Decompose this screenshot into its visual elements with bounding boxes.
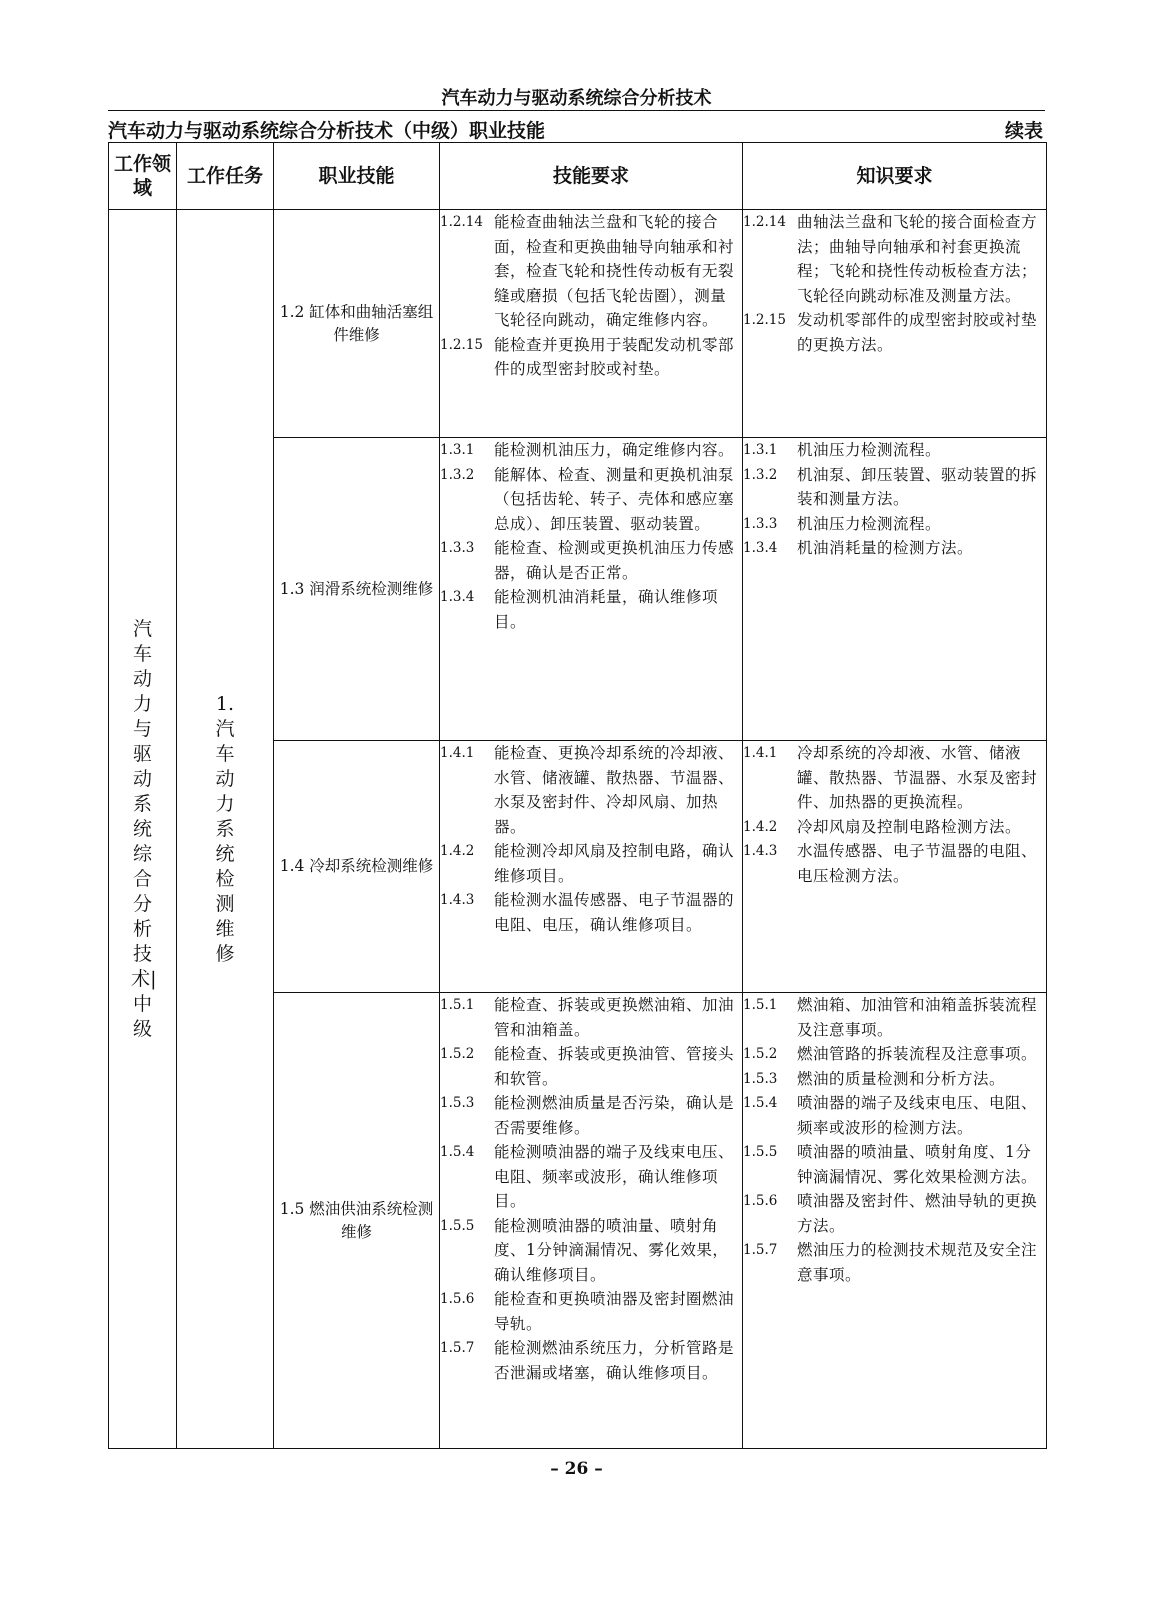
list-item [743,1140,1046,1189]
item-number: 1.5.7 [743,1242,778,1258]
list-item [440,1214,742,1288]
item-text: 燃油管路的拆装流程及注意事项。 [797,1045,1038,1063]
list-item [743,741,1046,815]
list-item [440,536,742,585]
item-number: 1.5.7 [440,1340,475,1356]
list-item [440,839,742,888]
item-number: 1.5.3 [743,1070,778,1087]
item-text: 能检查曲轴法兰盘和飞轮的接合面，检查和更换曲轴导向轴承和衬套，检查飞轮和挠性传动板有无裂缝或磨损（包括飞轮齿圈），测量飞轮径向跳动，确定维修内容。 [494,213,735,329]
list-item [440,1336,742,1385]
item-text: 冷却系统的冷却液、水管、储液罐、散热器、节温器、水泵及密封件、加热器的更换流程。 [797,744,1038,811]
list-item [743,210,1046,308]
list-item [440,463,742,537]
item-text: 能检查并更换用于装配发动机零部件的成型密封胶或衬垫。 [494,335,735,378]
continued-label: 续表 [1004,120,1043,142]
list-item [440,741,742,839]
list-item [743,1091,1046,1140]
item-text: 曲轴法兰盘和飞轮的接合面检查方法；曲轴导向轴承和衬套更换流程；飞轮和挠性传动板检查方法；飞轮径向跳动标准及测量方法。 [797,213,1038,305]
item-text: 能解体、检查、测量和更换机油泵（包括齿轮、转子、壳体和感应塞总成）、卸压装置、驱动装置。 [494,465,735,533]
item-number: 1.2.15 [440,336,483,353]
item-number: 1.4.2 [743,818,778,835]
item-text: 能检查、拆装或更换燃油箱、加油管和油箱盖。 [494,996,735,1039]
list-item [440,1091,742,1140]
list-item [440,993,742,1042]
table-body [109,210,1047,1449]
list-item [440,438,742,463]
item-number: 1.5.1 [743,997,778,1013]
list-item [440,1287,742,1336]
list-item [743,1042,1046,1067]
item-number: 1.2.14 [743,214,786,230]
header-skill: 职业技能 [274,143,440,210]
list-item [743,1189,1046,1238]
skills-table [108,142,1047,1449]
list-item [743,536,1046,561]
skill-cell: 1.3 润滑系统检测维修 [274,438,440,741]
list-item [743,463,1046,512]
item-number: 1.4.1 [440,745,475,761]
item-text: 冷却风扇及控制电路检测方法。 [797,817,1022,836]
list-item [440,210,742,333]
list-item [440,333,742,382]
skill-requirement-cell [440,993,743,1449]
item-text: 发动机零部件的成型密封胶或衬垫的更换方法。 [797,311,1038,354]
item-text: 机油压力检测流程。 [797,514,942,533]
work-domain-label: 汽车动力与驱动系统综合分析技术|中级 [131,617,157,1040]
skill-requirement-cell [440,438,743,741]
work-task-cell [177,210,274,1449]
item-number: 1.3.4 [743,540,778,556]
item-text: 喷油器及密封件、燃油导轨的更换方法。 [797,1192,1038,1235]
list-item [743,839,1046,888]
item-number: 1.3.2 [743,466,778,483]
item-text: 能检测机油消耗量，确认维修项目。 [494,588,719,631]
item-number: 1.3.1 [743,442,778,458]
item-text: 机油泵、卸压装置、驱动装置的拆装和测量方法。 [797,465,1038,508]
skill-cell: 1.4 冷却系统检测维修 [274,741,440,993]
item-text: 能检测喷油器的端子及线束电压、电阻、频率或波形，确认维修项目。 [494,1143,735,1210]
item-number: 1.5.2 [440,1046,475,1062]
item-text: 能检测燃油质量是否污染，确认是否需要维修。 [494,1094,735,1137]
page-number: – 26 – [550,1459,603,1479]
header-task: 工作任务 [177,143,274,210]
item-text: 水温传感器、电子节温器的电阻、电压检测方法。 [797,842,1038,885]
item-text: 能检查、拆装或更换油管、管接头和软管。 [494,1045,735,1088]
item-number: 1.2.15 [743,312,786,328]
item-text: 机油消耗量的检测方法。 [797,539,974,557]
skill-cell: 1.5 燃油供油系统检测维修 [274,993,440,1449]
item-text: 喷油器的端子及线束电压、电阻、频率或波形的检测方法。 [797,1094,1038,1137]
item-number: 1.5.2 [743,1046,778,1062]
item-text: 燃油的质量检测和分析方法。 [797,1069,1006,1088]
item-number: 1.5.6 [440,1291,475,1307]
skill-requirement-cell [440,741,743,993]
item-number: 1.4.3 [743,843,778,859]
item-number: 1.2.14 [440,214,483,230]
table-row [109,210,1047,438]
item-number: 1.4.2 [440,843,475,859]
item-number: 1.3.2 [440,466,475,483]
table-caption [108,116,1045,142]
item-text: 能检查、检测或更换机油压力传感器，确认是否正常。 [494,539,735,582]
list-item [743,1067,1046,1092]
knowledge-requirement-cell [743,993,1047,1449]
item-text: 喷油器的喷油量、喷射角度、1分钟滴漏情况、雾化效果检测方法。 [797,1143,1038,1186]
list-item [743,815,1046,840]
item-text: 机油压力检测流程。 [797,441,942,459]
list-item [440,888,742,937]
list-item [440,1140,742,1214]
header-row [109,143,1047,210]
list-item [743,438,1046,463]
running-head: 汽车动力与驱动系统综合分析技术 [441,88,712,109]
skill-requirement-cell [440,210,743,438]
work-domain-cell [109,210,177,1449]
item-text: 能检测冷却风扇及控制电路，确认维修项目。 [494,842,735,885]
item-text: 能检测水温传感器、电子节温器的电阻、电压，确认维修项目。 [494,891,735,934]
knowledge-requirement-cell [743,438,1047,741]
list-item [743,512,1046,537]
table-title: 汽车动力与驱动系统综合分析技术（中级）职业技能 [108,120,546,142]
item-number: 1.5.1 [440,997,475,1013]
item-text: 能检测机油压力，确定维修内容。 [494,441,735,459]
item-number: 1.5.5 [743,1144,778,1160]
item-text: 燃油压力的检测技术规范及安全注意事项。 [797,1241,1038,1284]
list-item [440,585,742,634]
header-domain: 工作领域 [109,143,177,210]
item-number: 1.5.3 [440,1095,475,1111]
list-item [743,308,1046,357]
list-item [743,993,1046,1042]
knowledge-requirement-cell [743,210,1047,438]
item-number: 1.4.1 [743,745,778,761]
item-text: 能检查、更换冷却系统的冷却液、水管、储液罐、散热器、节温器、水泵及密封件、冷却风扇、加热器。 [494,744,735,836]
header-knowledge-requirement: 知识要求 [743,143,1047,210]
header-rule [108,110,1045,111]
item-number: 1.3.4 [440,589,475,605]
item-number: 1.3.3 [440,540,475,556]
item-number: 1.5.6 [743,1193,778,1209]
item-text: 能检查和更换喷油器及密封圈燃油导轨。 [494,1290,735,1333]
item-text: 燃油箱、加油管和油箱盖拆装流程及注意事项。 [797,996,1038,1039]
item-number: 1.3.1 [440,442,475,458]
item-number: 1.3.3 [743,515,778,532]
item-number: 1.5.4 [440,1144,475,1160]
item-number: 1.5.4 [743,1095,778,1111]
knowledge-requirement-cell [743,741,1047,993]
item-number: 1.5.5 [440,1217,475,1234]
item-text: 能检测喷油器的喷油量、喷射角度、1分钟滴漏情况、雾化效果，确认维修项目。 [494,1216,729,1284]
header-skill-requirement: 技能要求 [440,143,743,210]
list-item [440,1042,742,1091]
skill-cell: 1.2 缸体和曲轴活塞组件维修 [274,210,440,438]
list-item [743,1238,1046,1287]
work-task-label: 1.汽车动力系统检测维修 [215,692,235,965]
item-number: 1.4.3 [440,892,475,908]
item-text: 能检测燃油系统压力，分析管路是否泄漏或堵塞，确认维修项目。 [494,1339,735,1382]
